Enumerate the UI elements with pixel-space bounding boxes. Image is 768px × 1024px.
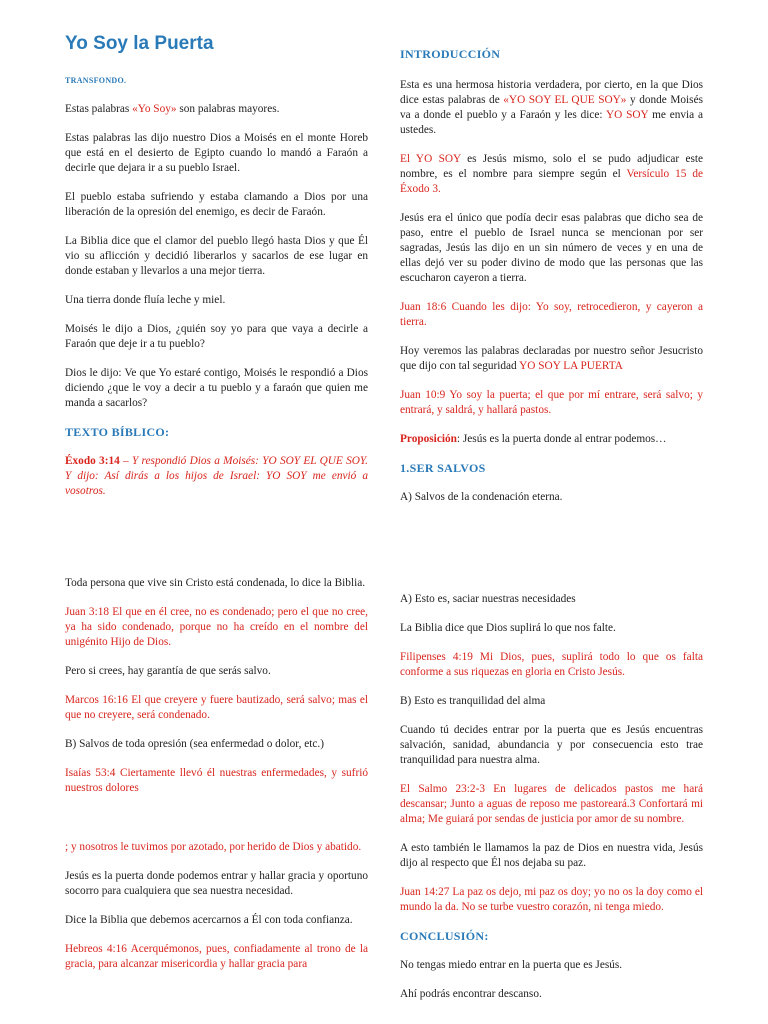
verse-paragraph: Isaías 53:4 Ciertamente llevó él nuestras enfermedades, y sufrió nuestros dolores <box>65 767 368 794</box>
paragraph: Dice la Biblia que debemos acercarnos a Él con toda confianza. <box>65 914 353 926</box>
verse-paragraph: Juan 10:9 Yo soy la puerta; el que por mí entrare, será salvo; y entrará, y saldrá, y hallará pastos. <box>400 389 703 416</box>
paragraph <box>400 344 703 374</box>
text: y donde Moisés va a donde el pueblo y a Faraón y les dice: <box>400 94 703 121</box>
text: Estas palabras <box>65 103 133 115</box>
verse-paragraph: Juan 3:18 El que en él cree, no es condenado; pero el que no cree, ya ha sido condenado, porque no ha creído en el nombre del unigénito Hijo de Dios. <box>65 606 368 648</box>
text: son palabras mayores. <box>176 103 280 115</box>
text: Esta es una hermosa historia verdadera, por cierto, en la que Dios dice estas palabras de <box>400 79 703 106</box>
verse-paragraph: Marcos 16:16 El que creyere y fuere bautizado, será salvo; mas el que no creyere, será condenado. <box>65 694 368 721</box>
highlight-text: «YO SOY EL QUE SOY» <box>503 94 627 106</box>
right-column-bottom <box>400 592 703 1016</box>
verse-paragraph: Juan 14:27 La paz os dejo, mi paz os doy; yo no os la doy como el mundo la da. No se turbe vuestro corazón, ni tenga miedo. <box>400 886 703 913</box>
text: : Jesús es la puerta donde al entrar podemos… <box>456 433 667 445</box>
transfondo-heading: TRANSFONDO. <box>65 76 127 85</box>
paragraph <box>400 152 703 197</box>
text: Hoy veremos las palabras declaradas por nuestro señor Jesucristo que dijo con tal seguridad <box>400 345 703 372</box>
paragraph: Moisés le dijo a Dios, ¿quién soy yo para que vaya a decirle a Faraón que deje ir a tu pueblo? <box>65 323 368 350</box>
verse-paragraph: Hebreos 4:16 Acerquémonos, pues, confiadamente al trono de la gracia, para alcanzar misericordia y hallar gracia para <box>65 943 368 970</box>
paragraph: La Biblia dice que Dios suplirá lo que nos falte. <box>400 622 616 634</box>
verse-paragraph: El Salmo 23:2-3 En lugares de delicados pastos me hará descansar; Junto a aguas de reposo me pastoreará.3 Confortará mi alma; Me guiará por sendas de justicia por amor de su nombre. <box>400 783 703 825</box>
exodo-verse <box>65 454 368 499</box>
introduccion-heading: INTRODUCCIÓN <box>400 47 501 61</box>
proposition <box>400 432 703 447</box>
paragraph: Cuando tú decides entrar por la puerta que es Jesús encuentras salvación, sanidad, abundancia y por consecuencia esto trae tranquilidad para nuestra alma. <box>400 724 703 766</box>
paragraph: Toda persona que vive sin Cristo está condenada, lo dice la Biblia. <box>65 577 366 589</box>
left-column-top <box>65 33 368 513</box>
highlight-text: YO SOY <box>605 109 649 121</box>
paragraph: Dios le dijo: Ve que Yo estaré contigo, Moisés le respondió a Dios diciendo ¿que le voy a decir a tu pueblo y a faraón que quien me manda a sacarlos? <box>65 367 368 409</box>
paragraph: El pueblo estaba sufriendo y estaba clamando a Dios por una liberación de la opresión del enemigo, es decir de Faraón. <box>65 191 368 218</box>
left-column-bottom <box>65 576 368 986</box>
paragraph: Una tierra donde fluía leche y miel. <box>65 294 226 306</box>
verse-paragraph: Juan 18:6 Cuando les dijo: Yo soy, retrocedieron, y cayeron a tierra. <box>400 301 703 328</box>
verse-paragraph: ; y nosotros le tuvimos por azotado, por herido de Dios y abatido. <box>65 841 362 853</box>
highlight-text: YO SOY LA PUERTA <box>519 360 623 372</box>
proposition-label: Proposición <box>400 433 457 445</box>
paragraph: Pero si crees, hay garantía de que serás salvo. <box>65 665 271 677</box>
paragraph: Jesús es la puerta donde podemos entrar y hallar gracia y oportuno socorro para cualquiera que sea nuestra necesidad. <box>65 870 368 897</box>
paragraph: No tengas miedo entrar en la puerta que es Jesús. <box>400 959 623 971</box>
right-column-top <box>400 47 703 519</box>
paragraph: B) Salvos de toda opresión (sea enfermedad o dolor, etc.) <box>65 738 324 750</box>
paragraph: Ahí podrás encontrar descanso. <box>400 988 542 1000</box>
highlight-text: El YO SOY <box>400 153 461 165</box>
paragraph: La Biblia dice que el clamor del pueblo llegó hasta Dios y que Él vio su aflicción y decidió liberarlos y sacarlos de ese lugar en donde estaban y llevarlos a una mejor tierra. <box>65 235 368 277</box>
paragraph: Estas palabras las dijo nuestro Dios a Moisés en el monte Horeb que está en el desierto de Egipto cuando lo mandó a Faraón a decirle que dejara ir a su pueblo Israel. <box>65 132 368 174</box>
paragraph <box>65 102 368 117</box>
text: es Jesús mismo, solo el se pudo adjudicar este nombre, es el nombre para siempre según el <box>400 153 704 180</box>
paragraph: Jesús era el único que podía decir esas palabras que dicho sea de paso, entre el pueblo de Israel nunca se mencionan por ser sagradas, Jesús las dijo en un sin número de veces y en una de ellas dejó ver su poder divino de modo que las personas que las escucharon cayeron a tierra. <box>400 212 703 284</box>
verse-text: – Y respondió Dios a Moisés: YO SOY EL QUE SOY. Y dijo: Así dirás a los hijos de Israel: YO SOY me envió a vosotros. <box>65 455 368 497</box>
text: me envia a ustedes. <box>400 109 703 136</box>
highlight-text: Versículo 15 de Éxodo 3. <box>400 168 703 195</box>
verse-paragraph: Filipenses 4:19 Mi Dios, pues, suplirá todo lo que os falta conforme a sus riquezas en gloria en Cristo Jesús. <box>400 651 703 678</box>
paragraph: A esto también le llamamos la paz de Dios en nuestra vida, Jesús dijo al respecto que Él nos dejaba su paz. <box>400 842 703 869</box>
paragraph: A) Salvos de la condenación eterna. <box>400 491 563 503</box>
texto-biblico-heading: TEXTO BÍBLICO: <box>65 425 170 439</box>
highlight-text: «Yo Soy» <box>132 103 177 115</box>
paragraph: B) Esto es tranquilidad del alma <box>400 695 546 707</box>
paragraph: A) Esto es, saciar nuestras necesidades <box>400 593 576 605</box>
ser-salvos-heading: 1.SER SALVOS <box>400 461 486 475</box>
verse-ref: Éxodo 3:14 <box>65 455 120 467</box>
conclusion-heading: CONCLUSIÓN: <box>400 929 489 943</box>
page-title: Yo Soy la Puerta <box>65 33 214 54</box>
paragraph <box>400 78 703 138</box>
